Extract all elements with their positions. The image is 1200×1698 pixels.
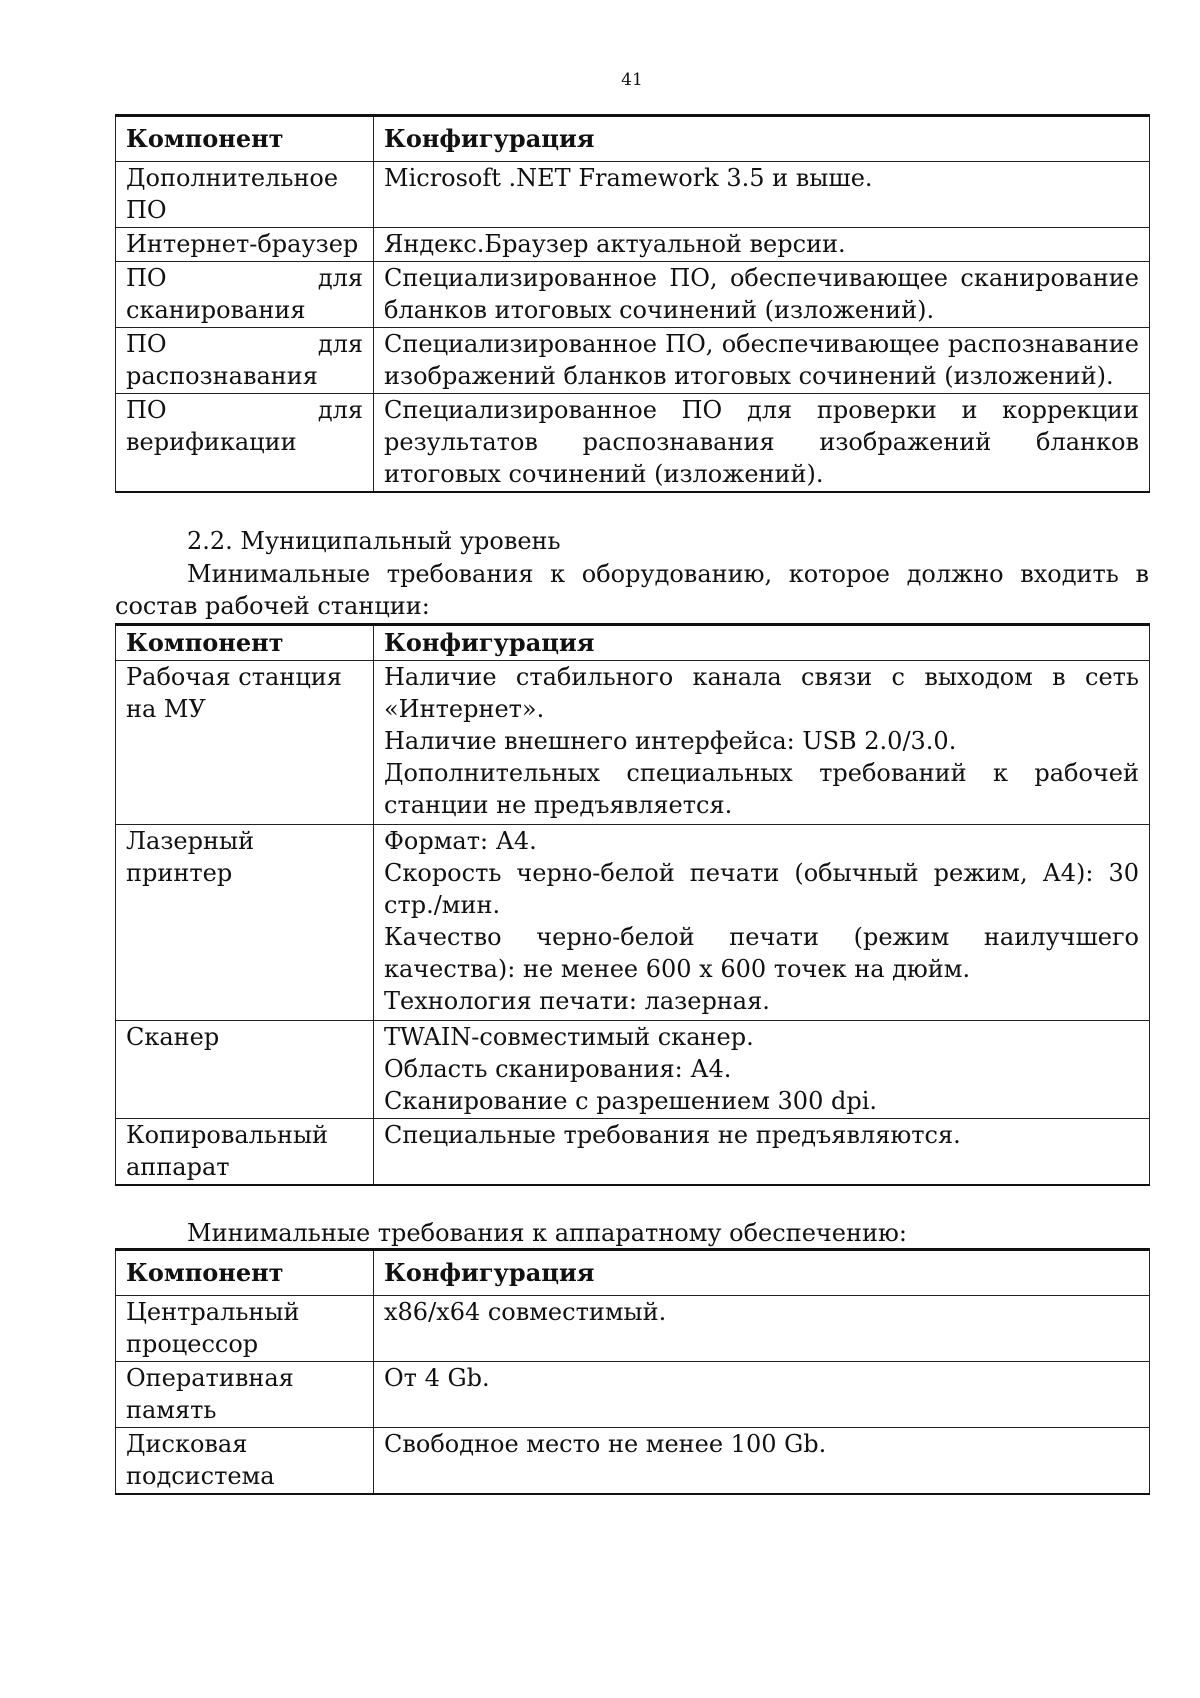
table-row xyxy=(116,162,1150,228)
section-intro: Минимальные требования к оборудованию, которое должно входить в состав рабочей станции: xyxy=(115,560,1149,620)
configuration-cell xyxy=(374,1021,1150,1119)
component-word: распознавания xyxy=(126,362,318,390)
header-component: Компонент xyxy=(116,1250,374,1296)
table-row xyxy=(116,1362,1150,1428)
component-cell: Дополнительное ПО xyxy=(116,162,374,228)
config-line: Специализированное ПО, обеспечивающее распознавание изображений бланков итоговых сочинений (изложений). xyxy=(384,330,1139,390)
table-row xyxy=(116,661,1150,825)
component-word: сканирования xyxy=(126,296,306,324)
component-word: верификации xyxy=(126,428,297,456)
header-configuration: Конфигурация xyxy=(374,116,1150,162)
config-line: Дополнительных специальных требований к рабочей станции не предъявляется. xyxy=(384,759,1139,819)
component-cell: Центральный процессор xyxy=(116,1296,374,1362)
config-line: Качество черно-белой печати (режим наилучшего качества): не менее 600 х 600 точек на дюйм. xyxy=(384,923,1139,983)
table-row xyxy=(116,1021,1150,1119)
table-row xyxy=(116,394,1150,492)
config-line: Наличие стабильного канала связи с выходом в сеть «Интернет». xyxy=(384,663,1139,723)
config-line: Наличие внешнего интерфейса: USB 2.0/3.0. xyxy=(384,727,957,755)
config-line: Формат: А4. xyxy=(384,827,537,855)
configuration-cell xyxy=(374,1362,1150,1428)
table-row xyxy=(116,1428,1150,1494)
hardware-requirements-table xyxy=(115,1248,1150,1495)
component-cell xyxy=(116,262,374,328)
header-component: Компонент xyxy=(116,625,374,661)
component-cell: Сканер xyxy=(116,1021,374,1119)
configuration-cell xyxy=(374,328,1150,394)
hardware-requirements-intro: Минимальные требования к аппаратному обеспечению: xyxy=(187,1219,907,1247)
table-row xyxy=(116,1119,1150,1185)
config-line: Свободное место не менее 100 Gb. xyxy=(384,1430,827,1458)
component-cell xyxy=(116,328,374,394)
configuration-cell xyxy=(374,825,1150,1021)
config-line: Специализированное ПО, обеспечивающее сканирование бланков итоговых сочинений (изложений). xyxy=(384,264,1139,324)
page-number: 41 xyxy=(621,70,643,90)
software-requirements-table xyxy=(115,114,1150,493)
component-cell xyxy=(116,394,374,492)
configuration-cell xyxy=(374,1428,1150,1494)
component-cell: Копировальный аппарат xyxy=(116,1119,374,1185)
table-row xyxy=(116,328,1150,394)
configuration-cell xyxy=(374,661,1150,825)
configuration-cell xyxy=(374,1296,1150,1362)
configuration-cell xyxy=(374,162,1150,228)
config-line: Специальные требования не предъявляются. xyxy=(384,1121,961,1149)
component-word: для xyxy=(317,330,363,358)
component-cell: Оперативная память xyxy=(116,1362,374,1428)
table-header-row xyxy=(116,116,1150,162)
configuration-cell xyxy=(374,228,1150,262)
config-line: Яндекс.Браузер актуальной версии. xyxy=(384,230,846,258)
config-line: Технология печати: лазерная. xyxy=(384,987,770,1015)
table-row xyxy=(116,262,1150,328)
table-row xyxy=(116,825,1150,1021)
config-line: Специализированное ПО для проверки и коррекции результатов распознавания изображений бланков итоговых сочинений (изложений). xyxy=(384,396,1139,488)
section-heading: 2.2. Муниципальный уровень xyxy=(187,527,561,555)
table-row xyxy=(116,1296,1150,1362)
component-word: ПО xyxy=(126,330,167,358)
config-line: TWAIN-совместимый сканер. xyxy=(384,1023,754,1051)
header-component: Компонент xyxy=(116,116,374,162)
component-cell: Лазерный принтер xyxy=(116,825,374,1021)
table-header-row xyxy=(116,625,1150,661)
configuration-cell xyxy=(374,394,1150,492)
component-word: ПО xyxy=(126,264,167,292)
config-line: От 4 Gb. xyxy=(384,1364,490,1392)
configuration-cell xyxy=(374,1119,1150,1185)
config-line: Сканирование с разрешением 300 dpi. xyxy=(384,1087,877,1115)
component-word: для xyxy=(317,264,363,292)
configuration-cell xyxy=(374,262,1150,328)
config-line: Скорость черно-белой печати (обычный режим, А4): 30 стр./мин. xyxy=(384,859,1139,919)
config-line: Область сканирования: А4. xyxy=(384,1055,732,1083)
table-header-row xyxy=(116,1250,1150,1296)
table-row xyxy=(116,228,1150,262)
component-cell: Дисковая подсистема xyxy=(116,1428,374,1494)
config-line: Microsoft .NET Framework 3.5 и выше. xyxy=(384,164,873,192)
component-cell: Рабочая станция на МУ xyxy=(116,661,374,825)
config-line: x86/x64 совместимый. xyxy=(384,1298,667,1326)
hardware-equipment-table xyxy=(115,623,1150,1186)
component-cell: Интернет-браузер xyxy=(116,228,374,262)
component-word: ПО xyxy=(126,396,167,424)
component-word: для xyxy=(317,396,363,424)
header-configuration: Конфигурация xyxy=(374,1250,1150,1296)
header-configuration: Конфигурация xyxy=(374,625,1150,661)
